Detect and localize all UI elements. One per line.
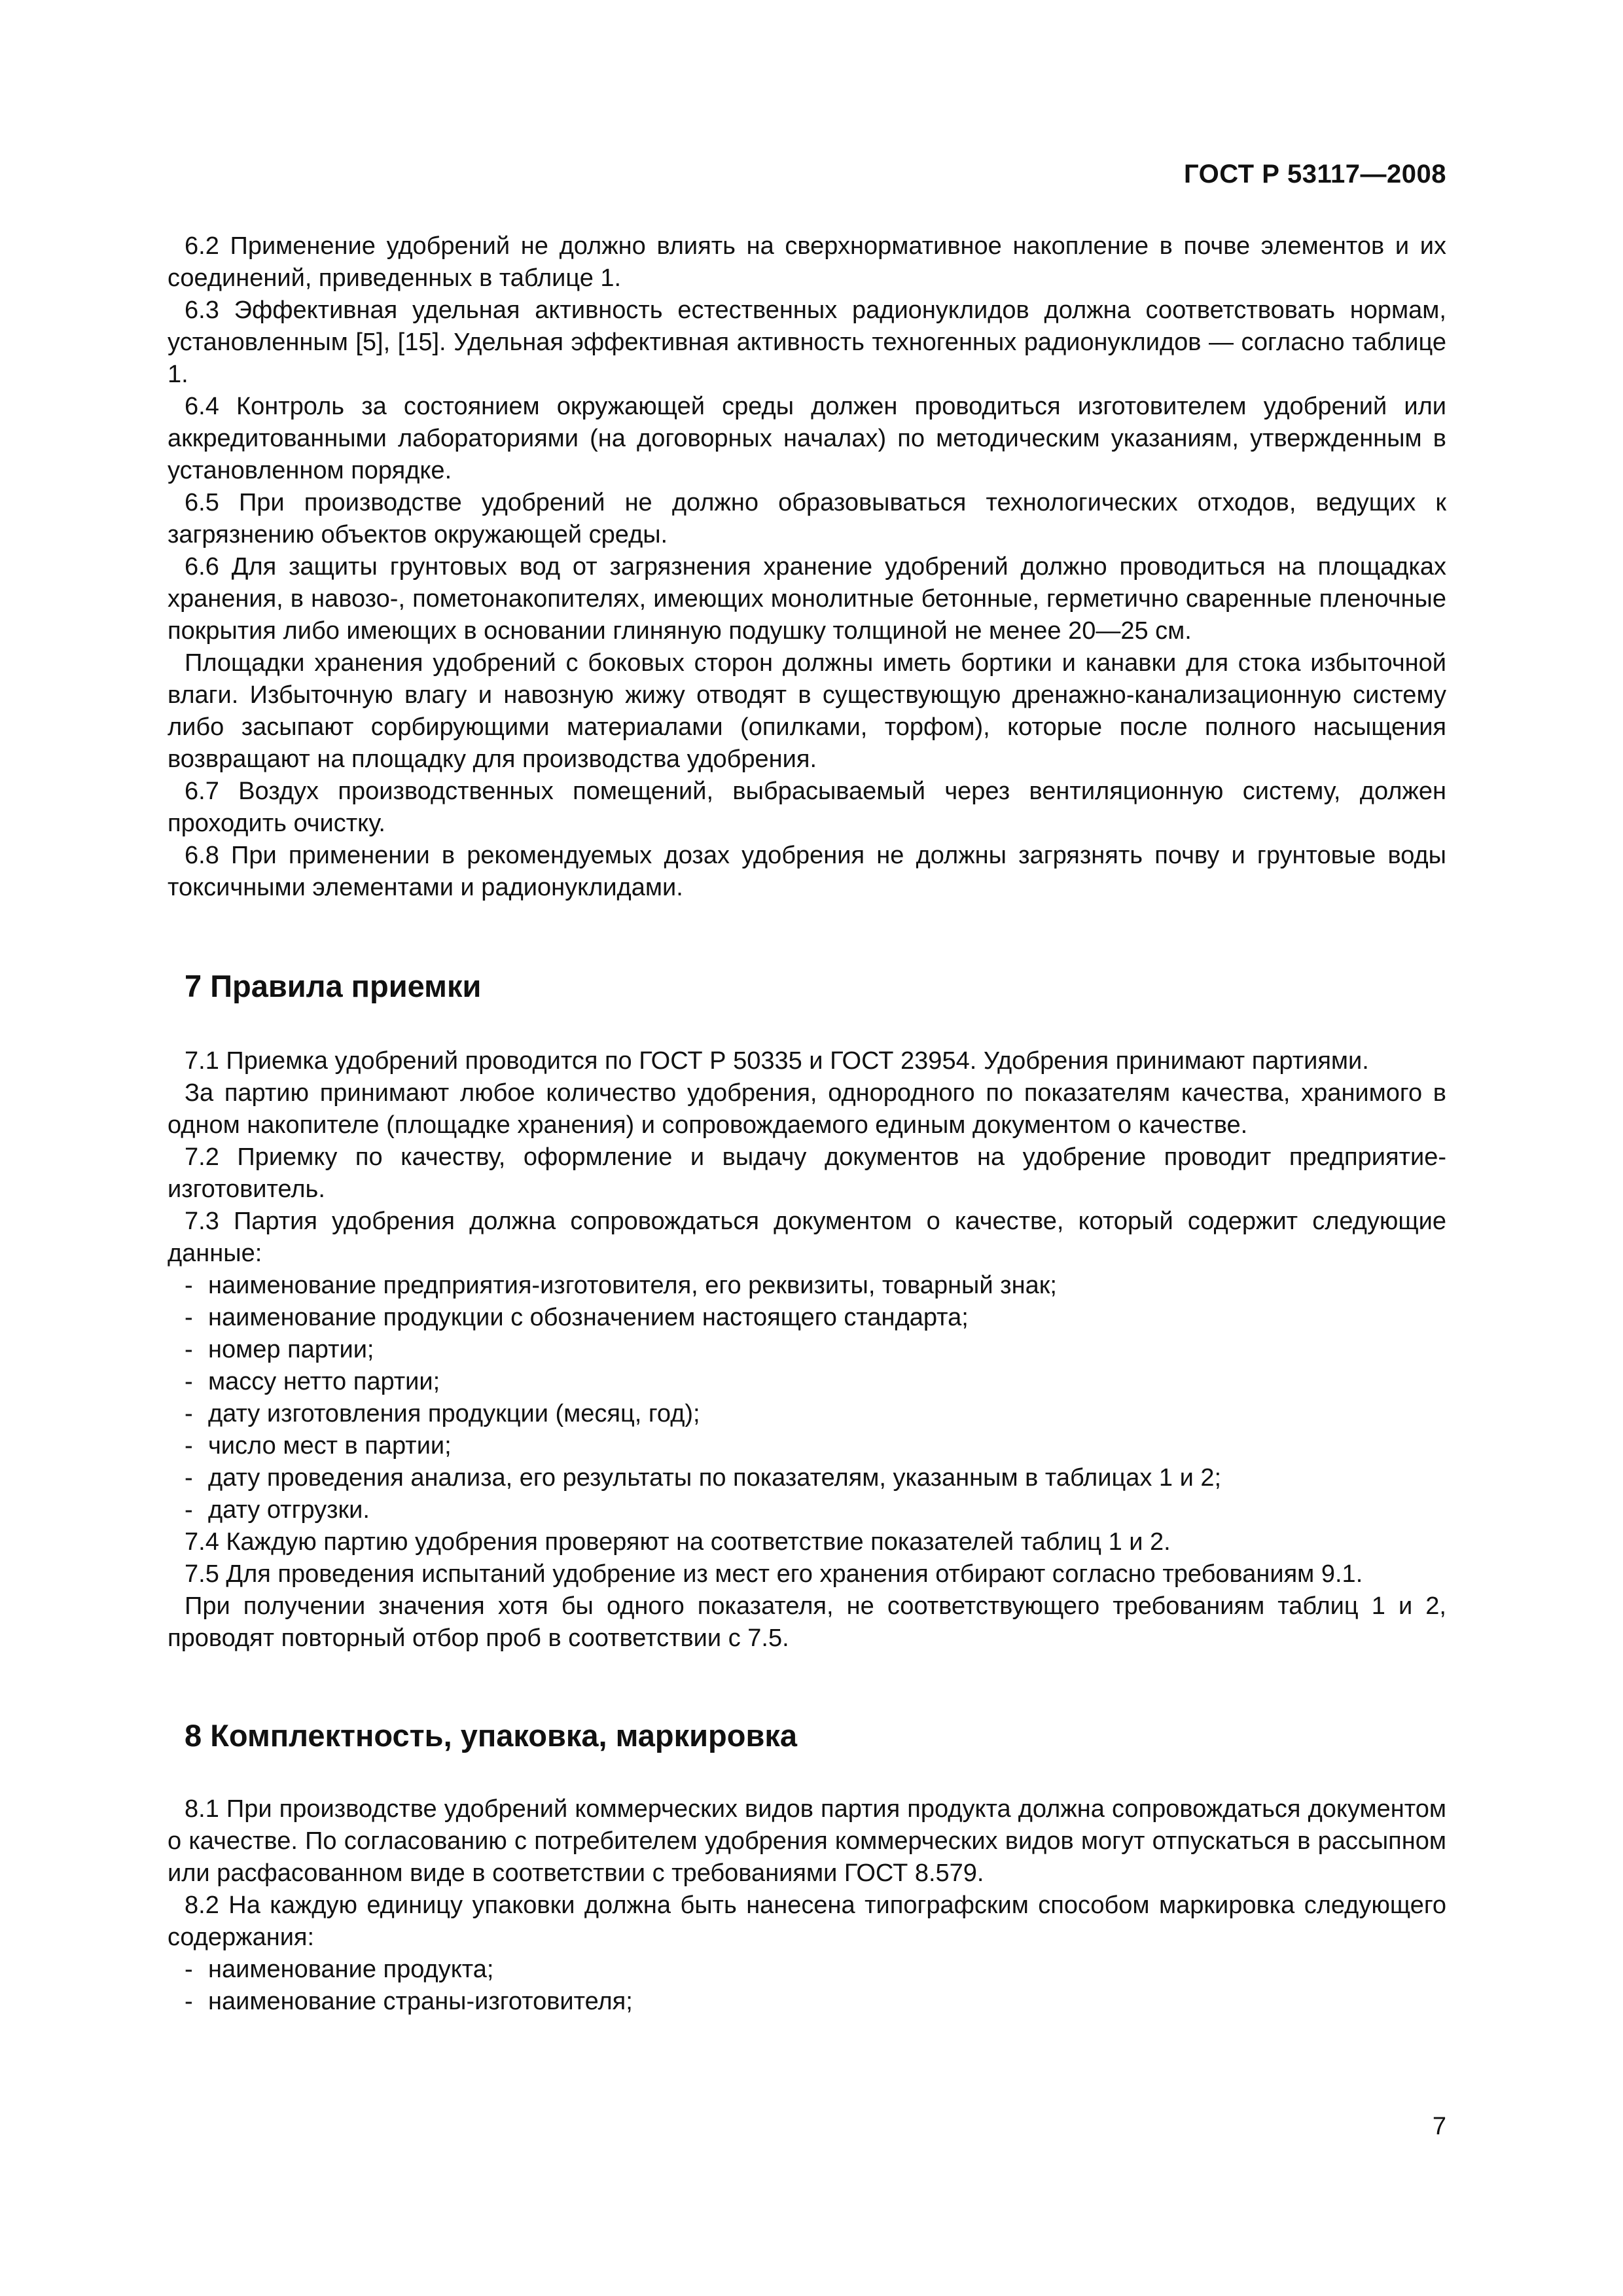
page-body <box>168 230 1446 2018</box>
list-item: - массу нетто партии; <box>168 1366 1446 1398</box>
paragraph-7-2: 7.2 Приемку по качеству, оформление и выдачу документов на удобрение проводит предприятие-изготовитель. <box>168 1143 1446 1203</box>
paragraph-7-5: 7.5 Для проведения испытаний удобрение из мест его хранения отбирают согласно требованиям 9.1. <box>185 1560 1363 1588</box>
list-item: - дату отгрузки. <box>168 1494 1446 1526</box>
section-7-block <box>168 1045 1446 1655</box>
section-7-heading: 7 Правила приемки <box>185 969 482 1003</box>
list-marker: - <box>185 1496 193 1524</box>
paragraph-8-2: 8.2 На каждую единицу упаковки должна быть нанесена типографским способом маркировка следующего содержания: <box>168 1892 1446 1951</box>
paragraph-7-1: 7.1 Приемка удобрений проводится по ГОСТ Р 50335 и ГОСТ 23954. Удобрения принимают партиями. <box>185 1047 1369 1075</box>
paragraph-7-1-batch: За партию принимают любое количество удобрения, однородного по показателям качества, хранимого в одном накопителе (площадке хранения) и сопровождаемого единым документом о качестве. <box>168 1079 1446 1139</box>
list-item: - наименование продукта; <box>168 1954 1446 1986</box>
paragraph-6-4: 6.4 Контроль за состоянием окружающей среды должен проводиться изготовителем удобрений или аккредитованными лабораториями (на договорных началах) по методическим указаниям, утвержденным в установленном порядке. <box>168 393 1446 484</box>
list-item: - число мест в партии; <box>168 1430 1446 1462</box>
paragraph-6-6: 6.6 Для защиты грунтовых вод от загрязнения хранение удобрений должно проводиться на площадках хранения, в навозо-, пометонакопителях, имеющих монолитные бетонные, герметично сваренные пленочные покрытия либо имеющих в основании глиняную подушку толщиной не менее 20—25 см. <box>168 553 1446 645</box>
list-marker: - <box>185 1464 193 1492</box>
paragraph-7-4: 7.4 Каждую партию удобрения проверяют на соответствие показателей таблиц 1 и 2. <box>185 1528 1171 1556</box>
paragraph-6-7: 6.7 Воздух производственных помещений, выбрасываемый через вентиляционную систему, должен проходить очистку. <box>168 778 1446 837</box>
paragraph-6-6-storage: Площадки хранения удобрений с боковых сторон должны иметь бортики и канавки для стока избыточной влаги. Избыточную влагу и навозную жижу отводят в существующую дренажно-канализационную систему либо засыпают сорбирующими материалами (опилками, торфом), которые после полного насыщения возвращают на площадку для производства удобрения. <box>168 649 1446 773</box>
section-8-block <box>168 1793 1446 2018</box>
list-item: - наименование предприятия-изготовителя, его реквизиты, товарный знак; <box>168 1270 1446 1302</box>
list-marker: - <box>185 1336 193 1363</box>
list-marker: - <box>185 1368 193 1395</box>
list-item: - дату проведения анализа, его результаты по показателям, указанным в таблицах 1 и 2; <box>168 1462 1446 1494</box>
list-marker: - <box>185 1988 193 2015</box>
document-id-header: ГОСТ Р 53117—2008 <box>1184 160 1446 188</box>
paragraph-6-8: 6.8 При применении в рекомендуемых дозах удобрения не должны загрязнять почву и грунтовые воды токсичными элементами и радионуклидами. <box>168 842 1446 901</box>
section-8-heading: 8 Комплектность, упаковка, маркировка <box>185 1718 798 1753</box>
list-marker: - <box>185 1400 193 1427</box>
paragraph-7-5-retest: При получении значения хотя бы одного показателя, не соответствующего требованиям таблиц 1 и 2, проводят повторный отбор проб в соответствии с 7.5. <box>168 1592 1446 1652</box>
list-item: - номер партии; <box>168 1334 1446 1366</box>
page-number: 7 <box>1432 2113 1446 2140</box>
list-marker: - <box>185 1956 193 1983</box>
list-marker: - <box>185 1432 193 1460</box>
section-6-block <box>168 230 1446 904</box>
paragraph-8-1: 8.1 При производстве удобрений коммерческих видов партия продукта должна сопровождаться документом о качестве. По согласованию с потребителем удобрения коммерческих видов могут отпускаться в рассыпном или расфасованном виде в соответствии с требованиями ГОСТ 8.579. <box>168 1795 1446 1887</box>
list-marker: - <box>185 1304 193 1331</box>
paragraph-6-3: 6.3 Эффективная удельная активность естественных радионуклидов должна соответствовать нормам, установленным [5], [15]. Удельная эффективная активность техногенных радионуклидов — согласно таблице 1. <box>168 296 1446 388</box>
list-item: - наименование страны-изготовителя; <box>168 1986 1446 2018</box>
list-marker: - <box>185 1272 193 1299</box>
quality-document-list <box>168 1270 1446 1526</box>
paragraph-6-5: 6.5 При производстве удобрений не должно образовываться технологических отходов, ведущих к загрязнению объектов окружающей среды. <box>168 489 1446 548</box>
list-item: - дату изготовления продукции (месяц, год); <box>168 1398 1446 1430</box>
paragraph-7-3: 7.3 Партия удобрения должна сопровождаться документом о качестве, который содержит следующие данные: <box>168 1208 1446 1267</box>
list-item: - наименование продукции с обозначением настоящего стандарта; <box>168 1302 1446 1334</box>
marking-content-list <box>168 1954 1446 2018</box>
paragraph-6-2: 6.2 Применение удобрений не должно влиять на сверхнормативное накопление в почве элементов и их соединений, приведенных в таблице 1. <box>168 232 1446 292</box>
